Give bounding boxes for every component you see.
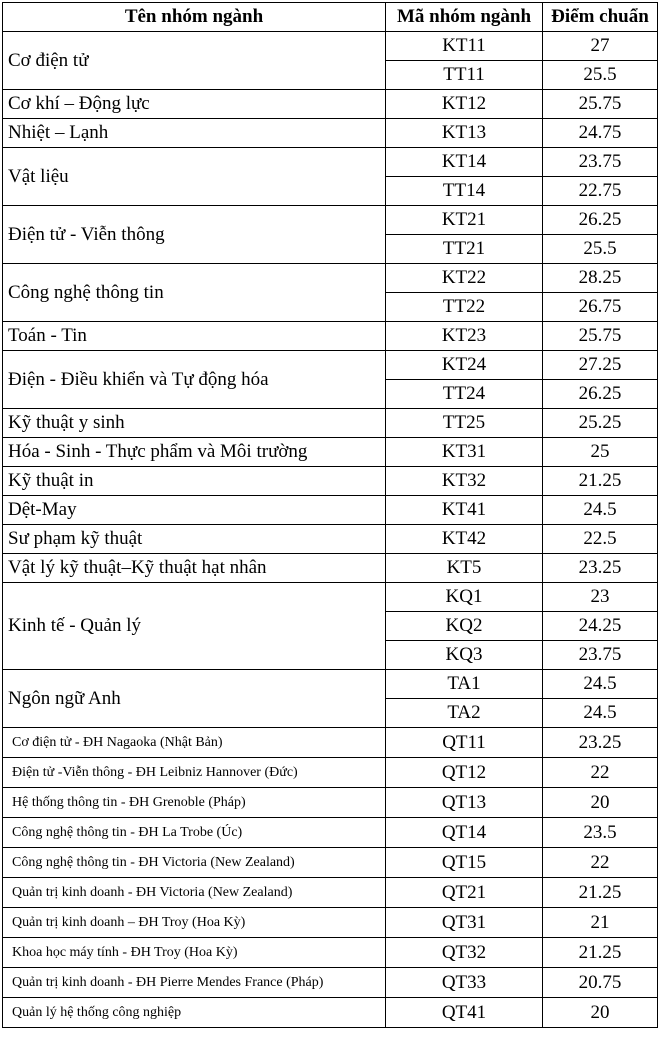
table-row bbox=[3, 264, 658, 293]
cutoff-score: 23.5 bbox=[543, 818, 658, 848]
major-group-code: KT14 bbox=[386, 148, 543, 177]
cutoff-score: 26.25 bbox=[543, 380, 658, 409]
table-row bbox=[3, 496, 658, 525]
major-group-code: KT22 bbox=[386, 264, 543, 293]
cutoff-score: 23.25 bbox=[543, 728, 658, 758]
major-group-code: TT25 bbox=[386, 409, 543, 438]
table-row bbox=[3, 848, 658, 878]
major-group-code: QT11 bbox=[386, 728, 543, 758]
cutoff-score: 23.25 bbox=[543, 554, 658, 583]
table-row bbox=[3, 788, 658, 818]
cutoff-score: 23.75 bbox=[543, 641, 658, 670]
major-group-code: KT31 bbox=[386, 438, 543, 467]
major-group-name: Kỹ thuật in bbox=[3, 467, 386, 496]
major-group-code: QT13 bbox=[386, 788, 543, 818]
cutoff-score: 24.25 bbox=[543, 612, 658, 641]
major-group-name: Cơ khí – Động lực bbox=[3, 90, 386, 119]
cutoff-score: 25 bbox=[543, 438, 658, 467]
major-group-name: Quản trị kinh doanh - ĐH Victoria (New Zealand) bbox=[3, 878, 386, 908]
major-group-code: KQ2 bbox=[386, 612, 543, 641]
table-row bbox=[3, 938, 658, 968]
table-row bbox=[3, 583, 658, 612]
major-group-code: TT14 bbox=[386, 177, 543, 206]
cutoff-score: 20 bbox=[543, 788, 658, 818]
cutoff-score: 23 bbox=[543, 583, 658, 612]
cutoff-score: 22.75 bbox=[543, 177, 658, 206]
cutoff-score: 20 bbox=[543, 998, 658, 1028]
major-group-name: Quản trị kinh doanh – ĐH Troy (Hoa Kỳ) bbox=[3, 908, 386, 938]
cutoff-score: 24.75 bbox=[543, 119, 658, 148]
table-row bbox=[3, 409, 658, 438]
cutoff-score: 25.75 bbox=[543, 90, 658, 119]
major-group-name: Công nghệ thông tin bbox=[3, 264, 386, 322]
major-group-code: KT32 bbox=[386, 467, 543, 496]
table-row bbox=[3, 148, 658, 177]
major-group-name: Nhiệt – Lạnh bbox=[3, 119, 386, 148]
major-group-name: Kỹ thuật y sinh bbox=[3, 409, 386, 438]
cutoff-score: 21.25 bbox=[543, 938, 658, 968]
cutoff-score: 26.25 bbox=[543, 206, 658, 235]
header-major-group-name: Tên nhóm ngành bbox=[3, 3, 386, 32]
major-group-name: Công nghệ thông tin - ĐH Victoria (New Zealand) bbox=[3, 848, 386, 878]
major-group-name: Sư phạm kỹ thuật bbox=[3, 525, 386, 554]
cutoff-score: 21.25 bbox=[543, 878, 658, 908]
major-group-code: QT31 bbox=[386, 908, 543, 938]
cutoff-score: 25.75 bbox=[543, 322, 658, 351]
major-group-code: KT24 bbox=[386, 351, 543, 380]
major-group-code: TT11 bbox=[386, 61, 543, 90]
major-group-name: Cơ điện tử bbox=[3, 32, 386, 90]
major-group-code: KT5 bbox=[386, 554, 543, 583]
major-group-name: Dệt-May bbox=[3, 496, 386, 525]
major-group-code: KT21 bbox=[386, 206, 543, 235]
cutoff-score: 25.5 bbox=[543, 235, 658, 264]
table-row bbox=[3, 554, 658, 583]
major-group-code: TT24 bbox=[386, 380, 543, 409]
major-group-name: Hệ thống thông tin - ĐH Grenoble (Pháp) bbox=[3, 788, 386, 818]
major-group-name: Công nghệ thông tin - ĐH La Trobe (Úc) bbox=[3, 818, 386, 848]
cutoff-score: 25.5 bbox=[543, 61, 658, 90]
table-row bbox=[3, 968, 658, 998]
table-row bbox=[3, 438, 658, 467]
cutoff-score: 22.5 bbox=[543, 525, 658, 554]
admission-score-table bbox=[2, 2, 658, 1028]
table-row bbox=[3, 525, 658, 554]
table-row bbox=[3, 908, 658, 938]
major-group-code: TT22 bbox=[386, 293, 543, 322]
table-row bbox=[3, 119, 658, 148]
cutoff-score: 26.75 bbox=[543, 293, 658, 322]
major-group-name: Toán - Tin bbox=[3, 322, 386, 351]
major-group-name: Kinh tế - Quản lý bbox=[3, 583, 386, 670]
cutoff-score: 20.75 bbox=[543, 968, 658, 998]
major-group-code: KT12 bbox=[386, 90, 543, 119]
table-row bbox=[3, 878, 658, 908]
table-row bbox=[3, 728, 658, 758]
major-group-code: QT21 bbox=[386, 878, 543, 908]
header-major-group-code: Mã nhóm ngành bbox=[386, 3, 543, 32]
cutoff-score: 21 bbox=[543, 908, 658, 938]
major-group-code: KT13 bbox=[386, 119, 543, 148]
major-group-code: QT32 bbox=[386, 938, 543, 968]
major-group-name: Vật liệu bbox=[3, 148, 386, 206]
major-group-name: Khoa học máy tính - ĐH Troy (Hoa Kỳ) bbox=[3, 938, 386, 968]
major-group-name: Quản lý hệ thống công nghiệp bbox=[3, 998, 386, 1028]
major-group-code: KQ3 bbox=[386, 641, 543, 670]
major-group-code: QT14 bbox=[386, 818, 543, 848]
major-group-name: Ngôn ngữ Anh bbox=[3, 670, 386, 728]
table-row bbox=[3, 670, 658, 699]
table-row bbox=[3, 32, 658, 61]
cutoff-score: 21.25 bbox=[543, 467, 658, 496]
major-group-code: KT42 bbox=[386, 525, 543, 554]
major-group-code: QT41 bbox=[386, 998, 543, 1028]
major-group-name: Điện tử -Viễn thông - ĐH Leibniz Hannover (Đức) bbox=[3, 758, 386, 788]
table-row bbox=[3, 758, 658, 788]
major-group-name: Điện - Điều khiển và Tự động hóa bbox=[3, 351, 386, 409]
major-group-code: KT11 bbox=[386, 32, 543, 61]
table-row bbox=[3, 818, 658, 848]
cutoff-score: 23.75 bbox=[543, 148, 658, 177]
table-row bbox=[3, 206, 658, 235]
major-group-name: Điện tử - Viễn thông bbox=[3, 206, 386, 264]
major-group-code: KQ1 bbox=[386, 583, 543, 612]
cutoff-score: 28.25 bbox=[543, 264, 658, 293]
cutoff-score: 25.25 bbox=[543, 409, 658, 438]
cutoff-score: 27 bbox=[543, 32, 658, 61]
major-group-code: TA2 bbox=[386, 699, 543, 728]
table-row bbox=[3, 467, 658, 496]
major-group-name: Hóa - Sinh - Thực phẩm và Môi trường bbox=[3, 438, 386, 467]
cutoff-score: 22 bbox=[543, 848, 658, 878]
major-group-code: KT41 bbox=[386, 496, 543, 525]
table-row bbox=[3, 351, 658, 380]
table-row bbox=[3, 998, 658, 1028]
table-body bbox=[3, 32, 658, 1028]
cutoff-score: 24.5 bbox=[543, 670, 658, 699]
major-group-code: TA1 bbox=[386, 670, 543, 699]
cutoff-score: 22 bbox=[543, 758, 658, 788]
major-group-code: KT23 bbox=[386, 322, 543, 351]
table-row bbox=[3, 90, 658, 119]
major-group-name: Cơ điện tử - ĐH Nagaoka (Nhật Bản) bbox=[3, 728, 386, 758]
header-cutoff-score: Điểm chuẩn bbox=[543, 3, 658, 32]
header-row bbox=[3, 3, 658, 32]
major-group-code: QT15 bbox=[386, 848, 543, 878]
cutoff-score: 27.25 bbox=[543, 351, 658, 380]
major-group-code: TT21 bbox=[386, 235, 543, 264]
major-group-name: Quản trị kinh doanh - ĐH Pierre Mendes France (Pháp) bbox=[3, 968, 386, 998]
major-group-code: QT33 bbox=[386, 968, 543, 998]
cutoff-score: 24.5 bbox=[543, 699, 658, 728]
major-group-code: QT12 bbox=[386, 758, 543, 788]
cutoff-score: 24.5 bbox=[543, 496, 658, 525]
table-row bbox=[3, 322, 658, 351]
major-group-name: Vật lý kỹ thuật–Kỹ thuật hạt nhân bbox=[3, 554, 386, 583]
